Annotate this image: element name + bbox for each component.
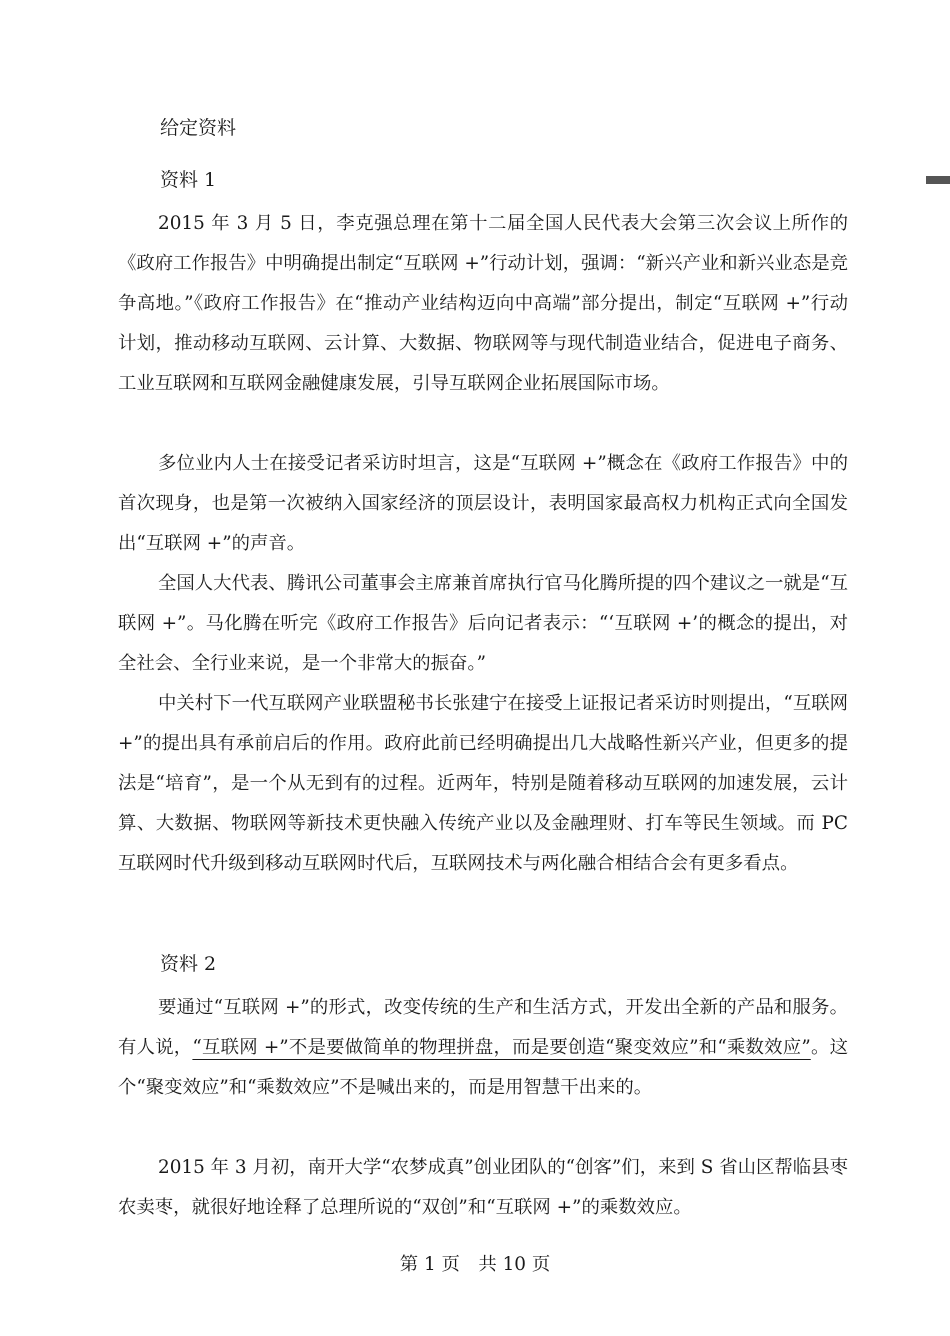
section-1-paragraph-4: 中关村下一代互联网产业联盟秘书长张建宁在接受上证报记者采访时则提出，“互联网 +”的提出具有承前启后的作用。政府此前已经明确提出几大战略性新兴产业，但更多的提法是“培育”，是一个从无到有的过程。近两年，特别是随着移动互联网的加速发展，云计算、大数据、物联网等新技术更快融入传统产业以及金融理财、打车等民生领域。而 PC 互联网时代升级到移动互联网时代后，互联网技术与两化融合相结合会有更多看点。 [118, 693, 848, 874]
section-heading-1: 资料 1 [160, 169, 217, 191]
underlined-quote: “互联网 +”不是要做简单的物理拼盘，而是要创造“聚变效应”和“乘数效应” [192, 1037, 811, 1058]
section-1-paragraph-3: 全国人大代表、腾讯公司董事会主席兼首席执行官马化腾所提的四个建议之一就是“互联网 +”。马化腾在听完《政府工作报告》后向记者表示：“‘互联网 +’的概念的提出，对全社会、全行业来说，是一个非常大的振奋。” [118, 573, 848, 674]
section-2-paragraph-1 [118, 988, 848, 1108]
document-title: 给定资料 [160, 117, 237, 139]
section-2-paragraph-2: 2015 年 3 月初，南开大学“农梦成真”创业团队的“创客”们，来到 S 省山区帮临县枣农卖枣，就很好地诠释了总理所说的“双创”和“互联网 +”的乘数效应。 [118, 1157, 848, 1218]
section-2-paragraph-1-rest: 。这个“聚变效应”和“乘数效应”不是喊出来的，而是用智慧干出来的。 [118, 1037, 848, 1098]
section-heading-2: 资料 2 [160, 953, 217, 975]
section-1-paragraph-2: 多位业内人士在接受记者采访时坦言，这是“互联网 +”概念在《政府工作报告》中的首次现身，也是第一次被纳入国家经济的顶层设计，表明国家最高权力机构正式向全国发出“互联网 +”的声音。 [118, 453, 848, 554]
page-number-footer: 第 1 页 共 10 页 [399, 1254, 551, 1275]
section-2-paragraph-1-lead: 要通过“互联网 +”的形式，改变传统的生产和生活方式，开发出全新的产品和服务。有人说， [118, 997, 848, 1058]
section-1-paragraph-1: 2015 年 3 月 5 日，李克强总理在第十二届全国人民代表大会第三次会议上所作的《政府工作报告》中明确提出制定“互联网 +”行动计划，强调：“新兴产业和新兴业态是竞争高地。”《政府工作报告》在“推动产业结构迈向中高端”部分提出，制定“互联网 +”行动计划，推动移动互联网、云计算、大数据、物联网等与现代制造业结合，促进电子商务、工业互联网和互联网金融健康发展，引导互联网企业拓展国际市场。 [118, 213, 848, 394]
page-edge-marker [926, 176, 950, 184]
